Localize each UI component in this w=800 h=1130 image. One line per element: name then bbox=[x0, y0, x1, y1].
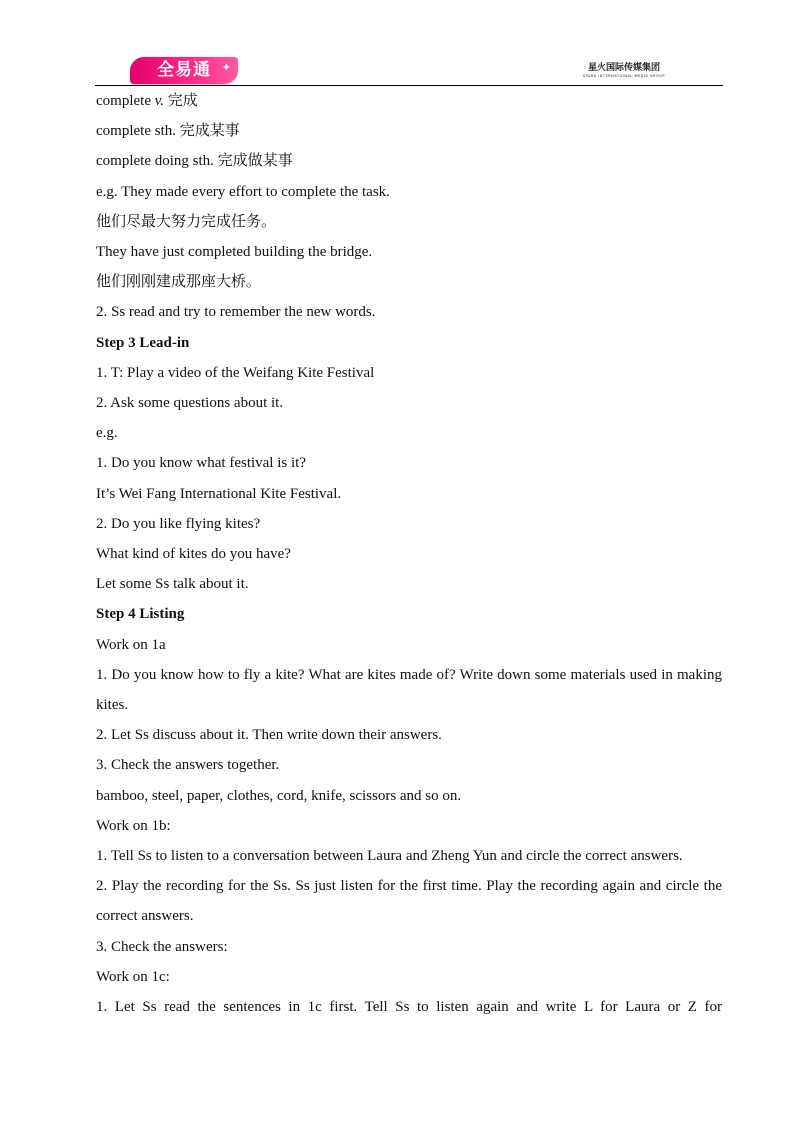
text-line: 2. Ask some questions about it. bbox=[96, 395, 284, 412]
text-line: Work on 1c: bbox=[96, 968, 170, 985]
text-line: It’s Wei Fang International Kite Festival. bbox=[96, 485, 342, 502]
part-of-speech: v. bbox=[154, 93, 165, 109]
text-line: 2. Do you like flying kites? bbox=[96, 515, 261, 532]
text-line: They have just completed building the bridge. bbox=[96, 244, 373, 261]
text-line: Let some Ss talk about it. bbox=[96, 576, 249, 593]
text-line: 3. Check the answers: bbox=[96, 938, 228, 955]
text-line: 3. Check the answers together. bbox=[96, 757, 280, 774]
text-line: 2. Let Ss discuss about it. Then write down their answers. bbox=[96, 727, 442, 744]
document-body bbox=[96, 86, 722, 1022]
text-line bbox=[96, 86, 722, 116]
text-line: bamboo, steel, paper, clothes, cord, knife, scissors and so on. bbox=[96, 787, 462, 804]
text-line: e.g. They made every effort to complete the task. bbox=[96, 183, 390, 200]
text-line: 1. Do you know what festival is it? bbox=[96, 455, 306, 472]
sparkle-icon: ✦ bbox=[221, 61, 232, 74]
text-line: 1. T: Play a video of the Weifang Kite Festival bbox=[96, 364, 375, 381]
text-line: 1. Tell Ss to listen to a conversation between Laura and Zheng Yun and circle the correct answers. bbox=[96, 848, 683, 865]
text-line: complete sth. 完成某事 bbox=[96, 123, 240, 140]
text-line: complete doing sth. 完成做某事 bbox=[96, 153, 293, 170]
logo-text: 全易通 bbox=[157, 60, 211, 80]
step-heading: Step 4 Listing bbox=[96, 606, 185, 623]
text-line: 他们刚刚建成那座大桥。 bbox=[96, 274, 262, 291]
text-line: 1. Let Ss read the sentences in 1c first. Tell Ss to listen again and write L for Laura or Z for bbox=[96, 999, 722, 1016]
text-line: 他们尽最大努力完成任务。 bbox=[96, 213, 277, 230]
publisher-mark bbox=[583, 64, 665, 79]
text-line: 2. Play the recording for the Ss. Ss just listen for the first time. Play the recording again and circle the correct answers. bbox=[96, 878, 722, 925]
publisher-name: 星火国际传媒集团 bbox=[587, 63, 660, 73]
text-line: Work on 1a bbox=[96, 636, 166, 653]
text-line: 1. Do you know how to fly a kite? What are kites made of? Write down some materials used in making kites. bbox=[96, 666, 722, 714]
text-line: What kind of kites do you have? bbox=[96, 546, 291, 563]
text-line: e.g. bbox=[96, 425, 118, 442]
word-entry: complete bbox=[96, 93, 155, 109]
page-header bbox=[95, 56, 723, 88]
text-line: 2. Ss read and try to remember the new words. bbox=[96, 304, 376, 321]
brand-logo bbox=[130, 57, 238, 84]
text-line: Work on 1b: bbox=[96, 817, 171, 834]
publisher-name-en: SPARK INTERNATIONAL MEDIA GROUP bbox=[582, 74, 665, 78]
step-heading: Step 3 Lead-in bbox=[96, 334, 190, 351]
word-meaning: 完成 bbox=[164, 93, 198, 109]
